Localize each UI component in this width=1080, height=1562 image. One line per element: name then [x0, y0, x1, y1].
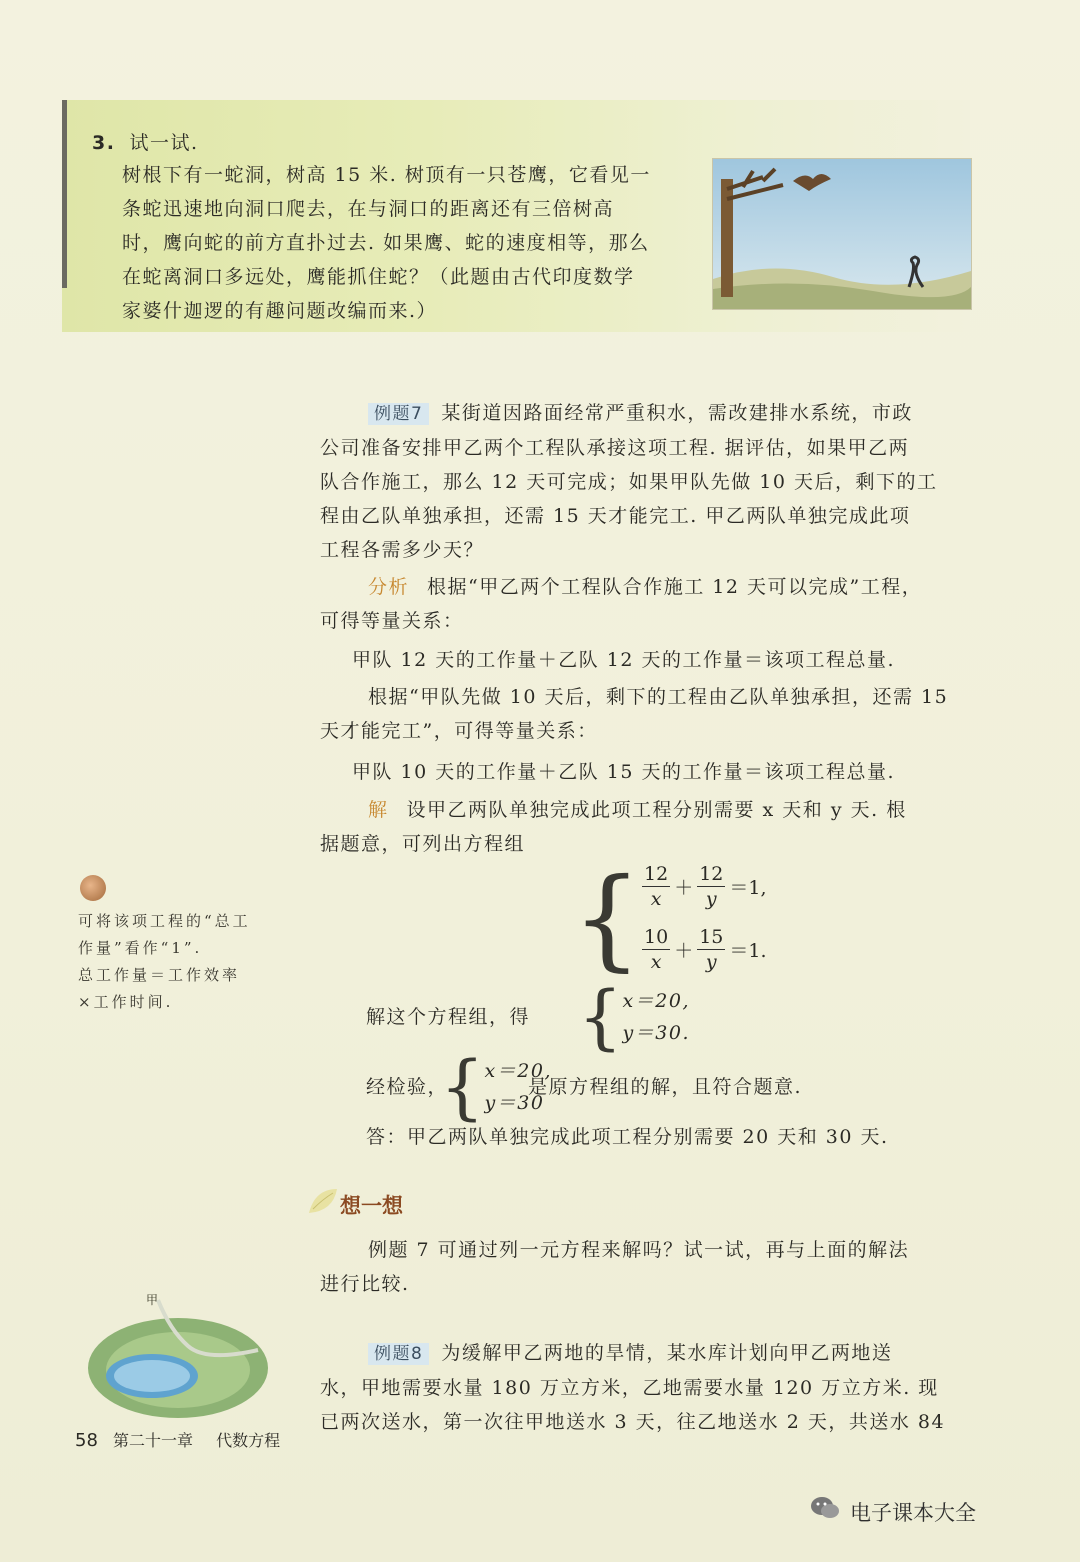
example8-label: 例题8	[368, 1343, 429, 1365]
solve-result: { x＝20, y＝30.	[578, 976, 690, 1058]
example7-solution	[320, 793, 972, 861]
page-number: 58	[75, 1430, 98, 1451]
page-footer	[75, 1428, 280, 1451]
relation-1: 甲队 12 天的工作量＋乙队 12 天的工作量＝该项工程总量.	[352, 649, 896, 671]
try-it-line: 在蛇离洞口多远处，鹰能抓住蛇？（此题由古代印度数学	[122, 266, 635, 288]
eq2-rhs: ＝1.	[729, 940, 767, 962]
try-it-title-text: 试一试.	[129, 132, 199, 154]
sol-x: x＝20,	[622, 990, 690, 1012]
solution-line: 设甲乙两队单独完成此项工程分别需要 x 天和 y 天. 根	[406, 799, 907, 821]
check-suffix: 是原方程组的解，且符合题意.	[528, 1076, 803, 1098]
equation-system	[572, 854, 767, 982]
tree-eagle-snake-illustration	[712, 158, 972, 310]
solution-line: 据题意，可列出方程组	[320, 833, 526, 855]
try-it-line: 树根下有一蛇洞，树高 15 米. 树顶有一只苍鹰，它看见一	[122, 164, 651, 186]
frac-12-x: $\frac{12}{x}$	[644, 863, 669, 910]
equation-1: $\frac{12}{x}$ ＋ $\frac{12}{y}$ ＝1,	[644, 863, 767, 910]
chapter-label: 第二十一章	[113, 1431, 194, 1450]
equation-2: $\frac{10}{x}$ ＋ $\frac{15}{y}$ ＝1.	[644, 926, 767, 973]
analysis-label: 分析	[368, 576, 410, 598]
example7-line: 工程各需多少天？	[320, 539, 485, 561]
side-note-line: 总工作量＝工作效率	[78, 966, 241, 984]
try-it-number: 3.	[92, 132, 116, 154]
solution-label: 解	[368, 799, 389, 821]
frac-12-y: $\frac{12}{y}$	[699, 863, 724, 910]
sol-y: y＝30.	[622, 1022, 690, 1044]
side-note-line: 作量”看作“1”.	[78, 939, 203, 957]
check-prefix: 经检验，	[366, 1076, 449, 1098]
relation-2-line: 天才能完工”，可得等量关系：	[320, 720, 598, 742]
example8-line: 水，甲地需要水量 180 万立方米，乙地需要水量 120 万立方米. 现	[320, 1377, 939, 1399]
side-note	[78, 908, 278, 1016]
wechat-icon	[810, 1495, 840, 1521]
example7-analysis	[320, 570, 972, 638]
try-it-body	[122, 158, 692, 328]
analysis-line: 根据“甲乙两个工程队合作施工 12 天可以完成”工程，	[427, 576, 923, 598]
reservoir-illustration	[88, 1290, 288, 1420]
side-note-line: ×工作时间.	[78, 993, 174, 1011]
side-note-line: 可将该项工程的“总工	[78, 912, 251, 930]
try-it-line: 条蛇迅速地向洞口爬去，在与洞口的距离还有三倍树高	[122, 198, 615, 220]
example7-label: 例题7	[368, 403, 429, 425]
eq1-rhs: ＝1,	[729, 877, 767, 899]
brand-watermark: 电子课本大全	[850, 1501, 976, 1525]
illus2-label: 甲	[146, 1293, 159, 1307]
relation-2: 甲队 10 天的工作量＋乙队 15 天的工作量＝该项工程总量.	[352, 761, 896, 783]
think-line: 进行比较.	[320, 1273, 410, 1295]
analysis-line: 可得等量关系：	[320, 610, 464, 632]
topic-label: 代数方程	[216, 1431, 281, 1450]
example7-statement	[320, 396, 972, 567]
example7-line: 某街道因路面经常严重积水，需改建排水系统，市政	[441, 402, 913, 424]
left-brace: {	[572, 854, 642, 982]
answer: 答：甲乙两队单独完成此项工程分别需要 20 天和 30 天.	[366, 1126, 889, 1148]
owl-icon	[80, 875, 106, 901]
relation-2-intro	[320, 680, 972, 748]
check-y: y＝30	[484, 1092, 545, 1114]
frac-15-y: $\frac{15}{y}$	[699, 926, 724, 973]
solve-text: 解这个方程组，得	[366, 1006, 531, 1028]
example8-line: 已两次送水，第一次往甲地送水 3 天，往乙地送水 2 天，共送水 84	[320, 1411, 946, 1433]
think-line: 例题 7 可通过列一元方程来解吗？试一试，再与上面的解法	[368, 1239, 910, 1261]
try-it-title	[92, 126, 199, 160]
think-title: 想一想	[340, 1194, 403, 1218]
example7-line: 程由乙队单独承担，还需 15 天才能完工. 甲乙两队单独完成此项	[320, 505, 911, 527]
check-x: x＝20,	[484, 1060, 552, 1082]
think-body	[320, 1233, 972, 1301]
relation-2-line: 根据“甲队先做 10 天后，剩下的工程由乙队单独承担，还需 15	[368, 686, 949, 708]
leaf-icon	[305, 1183, 341, 1219]
example8-line: 为缓解甲乙两地的旱情，某水库计划向甲乙两地送	[441, 1342, 893, 1364]
example7-line: 公司准备安排甲乙两个工程队承接这项工程. 据评估，如果甲乙两	[320, 437, 910, 459]
frac-10-x: $\frac{10}{x}$	[644, 926, 669, 973]
try-it-line: 家婆什迦逻的有趣问题改编而来.）	[122, 300, 438, 322]
try-it-line: 时，鹰向蛇的前方直扑过去. 如果鹰、蛇的速度相等，那么	[122, 232, 650, 254]
try-it-bar	[62, 100, 67, 288]
example8-statement	[320, 1336, 972, 1439]
check-result: { x＝20, y＝30	[440, 1046, 552, 1128]
example7-line: 队合作施工，那么 12 天可完成；如果甲队先做 10 天后，剩下的工	[320, 471, 938, 493]
